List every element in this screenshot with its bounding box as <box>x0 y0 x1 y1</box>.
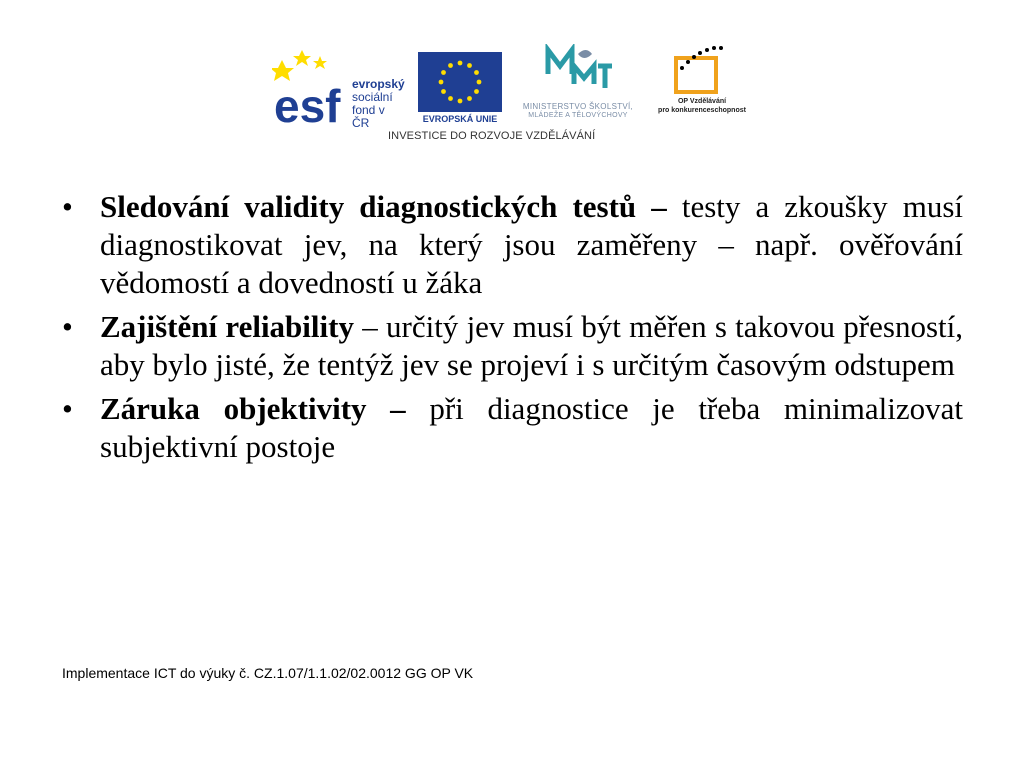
eu-star-icon <box>458 61 463 66</box>
svg-text:esf: esf <box>274 80 341 132</box>
logo-strip <box>272 44 752 150</box>
footer-text: Implementace ICT do výuky č. CZ.1.07/1.1.02/02.0012 GG OP VK <box>62 665 474 681</box>
bullet-text: – určitý jev musí být měřen s takovou přesností, aby bylo jisté, že tentýž jev se projeví i s určitým časovým odstupem <box>100 309 963 382</box>
bullet-list <box>62 188 963 466</box>
msmt-logo <box>508 44 648 132</box>
esf-line1: evropský <box>352 77 405 91</box>
bullet-marker: • <box>62 309 73 344</box>
op-line1: OP Vzdělávání <box>677 98 727 105</box>
slide-content <box>62 188 963 472</box>
eu-star-icon <box>458 99 463 104</box>
bullet-text: při diagnostice je třeba minimalizovat subjektivní postoje <box>100 391 964 464</box>
msmt-line2: MLÁDEŽE A TĚLOVÝCHOVY <box>528 112 628 119</box>
eu-star-icon <box>441 70 446 75</box>
esf-line2: sociální <box>352 90 393 104</box>
eu-logo <box>418 52 502 130</box>
op-line2: pro konkurenceschopnost <box>658 107 746 114</box>
eu-label: EVROPSKÁ UNIE <box>422 114 498 124</box>
msmt-line1: MINISTERSTVO ŠKOLSTVÍ, <box>522 102 634 111</box>
eu-star-icon <box>448 63 453 68</box>
op-emblem-icon <box>652 44 752 96</box>
eu-star-icon <box>474 89 479 94</box>
bullet-marker: • <box>62 391 73 426</box>
esf-text <box>352 78 405 130</box>
eu-star-icon <box>467 96 472 101</box>
msmt-emblem-icon <box>508 44 648 100</box>
esf-emblem-icon <box>272 46 352 132</box>
esf-line3: fond v ČR <box>352 103 385 130</box>
logo-caption: INVESTICE DO ROZVOJE VZDĚLÁVÁNÍ <box>388 130 596 142</box>
eu-star-icon <box>467 63 472 68</box>
esf-logo <box>272 46 404 132</box>
bullet-lead: Záruka objektivity – <box>100 391 406 426</box>
eu-star-icon <box>439 80 444 85</box>
op-logo <box>652 44 752 132</box>
eu-star-icon <box>477 80 482 85</box>
bullet-lead: Zajištění reliability <box>100 309 354 344</box>
bullet-item-reliability <box>62 308 963 384</box>
eu-flag-icon <box>418 52 502 112</box>
bullet-text: testy a zkoušky musí diagnostikovat jev, na který jsou zaměřeny – např. ověřování vědomostí a dovedností u žáka <box>100 189 963 300</box>
eu-star-icon <box>474 70 479 75</box>
bullet-lead: Sledování validity diagnostických testů – <box>100 189 667 224</box>
eu-star-icon <box>448 96 453 101</box>
bullet-item-objectivity <box>62 390 963 466</box>
bullet-item-validity <box>62 188 963 302</box>
eu-star-icon <box>441 89 446 94</box>
bullet-marker: • <box>62 189 73 224</box>
